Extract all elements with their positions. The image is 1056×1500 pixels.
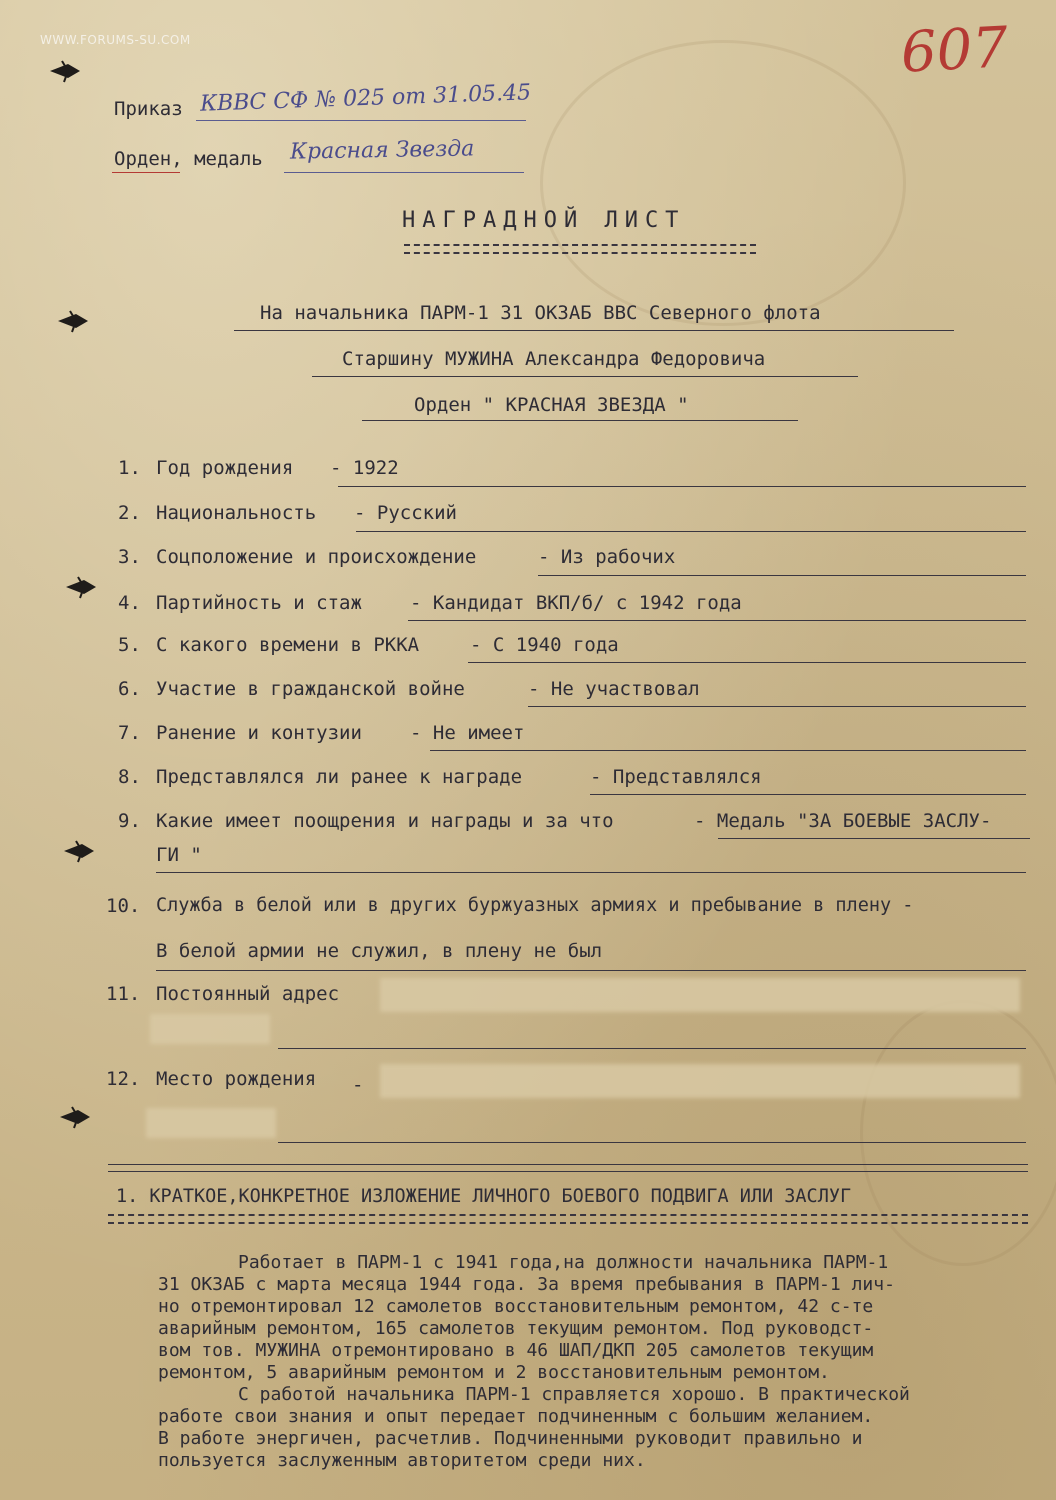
section-divider-bottom <box>108 1214 1028 1224</box>
medal-label: Орден, медаль <box>114 148 263 170</box>
item-value: - С 1940 года <box>470 634 619 656</box>
description-line: Работает в ПАРМ-1 с 1941 года,на должности начальника ПАРМ-1 <box>238 1252 889 1273</box>
item-underline <box>278 1142 1026 1143</box>
item-underline <box>356 531 1026 532</box>
item-underline <box>278 1048 1026 1049</box>
item-label: Соцположение и происхождение <box>156 546 477 568</box>
description-line: работе свои знания и опыт передает подчиненным с большим желанием. <box>158 1406 874 1427</box>
description-line: С работой начальника ПАРМ-1 справляется хорошо. В практической <box>238 1384 910 1405</box>
description-line: 31 ОКЗАБ с марта месяца 1944 года. За время пребывания в ПАРМ-1 лич- <box>158 1274 895 1295</box>
item-number: 10. <box>106 895 141 917</box>
subject-line-1: На начальника ПАРМ-1 31 ОКЗАБ ВВС Северного флота <box>260 302 821 324</box>
redacted-area <box>150 1014 270 1044</box>
watermark: WWW.FORUMS-SU.COM <box>40 33 191 47</box>
punch-hole-icon <box>56 308 90 334</box>
description-line: вом тов. МУЖИНА отремонтировано в 46 ШАП/ДКП 205 самолетов текущим <box>158 1340 874 1361</box>
item-underline <box>338 486 1026 487</box>
item-value-continued: ГИ " <box>156 844 202 866</box>
subject-line-3: Орден " КРАСНАЯ ЗВЕЗДА " <box>414 394 689 416</box>
item-label: С какого времени в РККА <box>156 634 420 656</box>
subject-underline-3 <box>362 420 798 421</box>
item-label: Год рождения <box>156 457 294 479</box>
subject-underline-1 <box>234 330 954 331</box>
punch-hole-icon <box>62 838 96 864</box>
item-value: - Из рабочих <box>538 546 676 568</box>
merit-description <box>158 1252 1038 1472</box>
background-stamp <box>540 40 906 326</box>
item-value: - 1922 <box>330 457 399 479</box>
item-label: Ранение и контузии <box>156 722 362 744</box>
item-number: 7. <box>118 722 141 744</box>
description-line: аварийным ремонтом, 165 самолетов текущим ремонтом. Под руководст- <box>158 1318 874 1339</box>
item-value: - <box>352 1074 364 1096</box>
redacted-area <box>380 1064 1020 1098</box>
item-underline <box>156 970 1026 971</box>
item-label: Постоянный адрес <box>156 983 340 1005</box>
item-label: Служба в белой или в других буржуазных армиях и пребывание в плену - <box>156 895 914 916</box>
description-line: В работе энергичен, расчетлив. Подчиненными руководит правильно и <box>158 1428 863 1449</box>
item-value: - Медаль "ЗА БОЕВЫЕ ЗАСЛУ- <box>694 810 992 832</box>
item-label: Участие в гражданской войне <box>156 678 465 700</box>
item-value: В белой армии не служил, в плену не был <box>156 940 603 962</box>
item-underline <box>590 794 1026 795</box>
item-underline <box>156 872 1026 873</box>
description-line: но отремонтировал 12 самолетов восстановительным ремонтом, 42 с-те <box>158 1296 874 1317</box>
punch-hole-icon <box>64 574 98 600</box>
item-number: 6. <box>118 678 141 700</box>
item-label: Национальность <box>156 502 317 524</box>
item-underline <box>468 662 1026 663</box>
item-number: 9. <box>118 810 141 832</box>
medal-value-underline <box>284 172 524 173</box>
order-label: Приказ <box>114 98 183 120</box>
item-number: 8. <box>118 766 141 788</box>
redacted-area <box>380 978 1020 1012</box>
item-value: - Кандидат ВКП/б/ с 1942 года <box>410 592 742 614</box>
item-number: 5. <box>118 634 141 656</box>
title-underline <box>404 244 756 254</box>
item-number: 4. <box>118 592 141 614</box>
item-label: Какие имеет поощрения и награды и за что <box>156 810 614 832</box>
item-number: 2. <box>118 502 141 524</box>
item-underline <box>528 706 1026 707</box>
section-divider-top <box>108 1164 1028 1172</box>
item-number: 11. <box>106 983 141 1005</box>
item-number: 3. <box>118 546 141 568</box>
description-line: пользуется заслуженным авторитетом среди них. <box>158 1450 646 1471</box>
subject-line-2: Старшину МУЖИНА Александра Федоровича <box>342 348 766 370</box>
item-number: 12. <box>106 1068 141 1090</box>
order-underline <box>196 120 526 121</box>
background-stamp <box>860 1000 1056 1266</box>
item-value: - Не имеет <box>410 722 525 744</box>
item-value: - Представлялся <box>590 766 762 788</box>
description-line: ремонтом, 5 аварийным ремонтом и 2 восстановительным ремонтом. <box>158 1362 830 1383</box>
item-underline <box>408 620 1026 621</box>
medal-underline <box>112 172 180 173</box>
item-value: - Не участвовал <box>528 678 700 700</box>
page-title: НАГРАДНОЙ ЛИСТ <box>402 208 686 233</box>
archive-number: 607 <box>899 15 1010 86</box>
item-value: - Русский <box>354 502 457 524</box>
punch-hole-icon <box>48 58 82 84</box>
punch-hole-icon <box>58 1104 92 1130</box>
item-label: Партийность и стаж <box>156 592 362 614</box>
item-underline <box>718 838 1030 839</box>
order-value: КВВС СФ № 025 от 31.05.45 <box>199 80 532 117</box>
item-number: 1. <box>118 457 141 479</box>
section-heading: 1. КРАТКОЕ,КОНКРЕТНОЕ ИЗЛОЖЕНИЕ ЛИЧНОГО БОЕВОГО ПОДВИГА ИЛИ ЗАСЛУГ <box>116 1186 852 1207</box>
item-label: Место рождения <box>156 1068 317 1090</box>
item-underline <box>538 575 1026 576</box>
medal-value: Красная Звезда <box>289 136 475 165</box>
redacted-area <box>146 1108 276 1138</box>
subject-underline-2 <box>312 376 858 377</box>
item-underline <box>430 750 1026 751</box>
item-label: Представлялся ли ранее к награде <box>156 766 523 788</box>
